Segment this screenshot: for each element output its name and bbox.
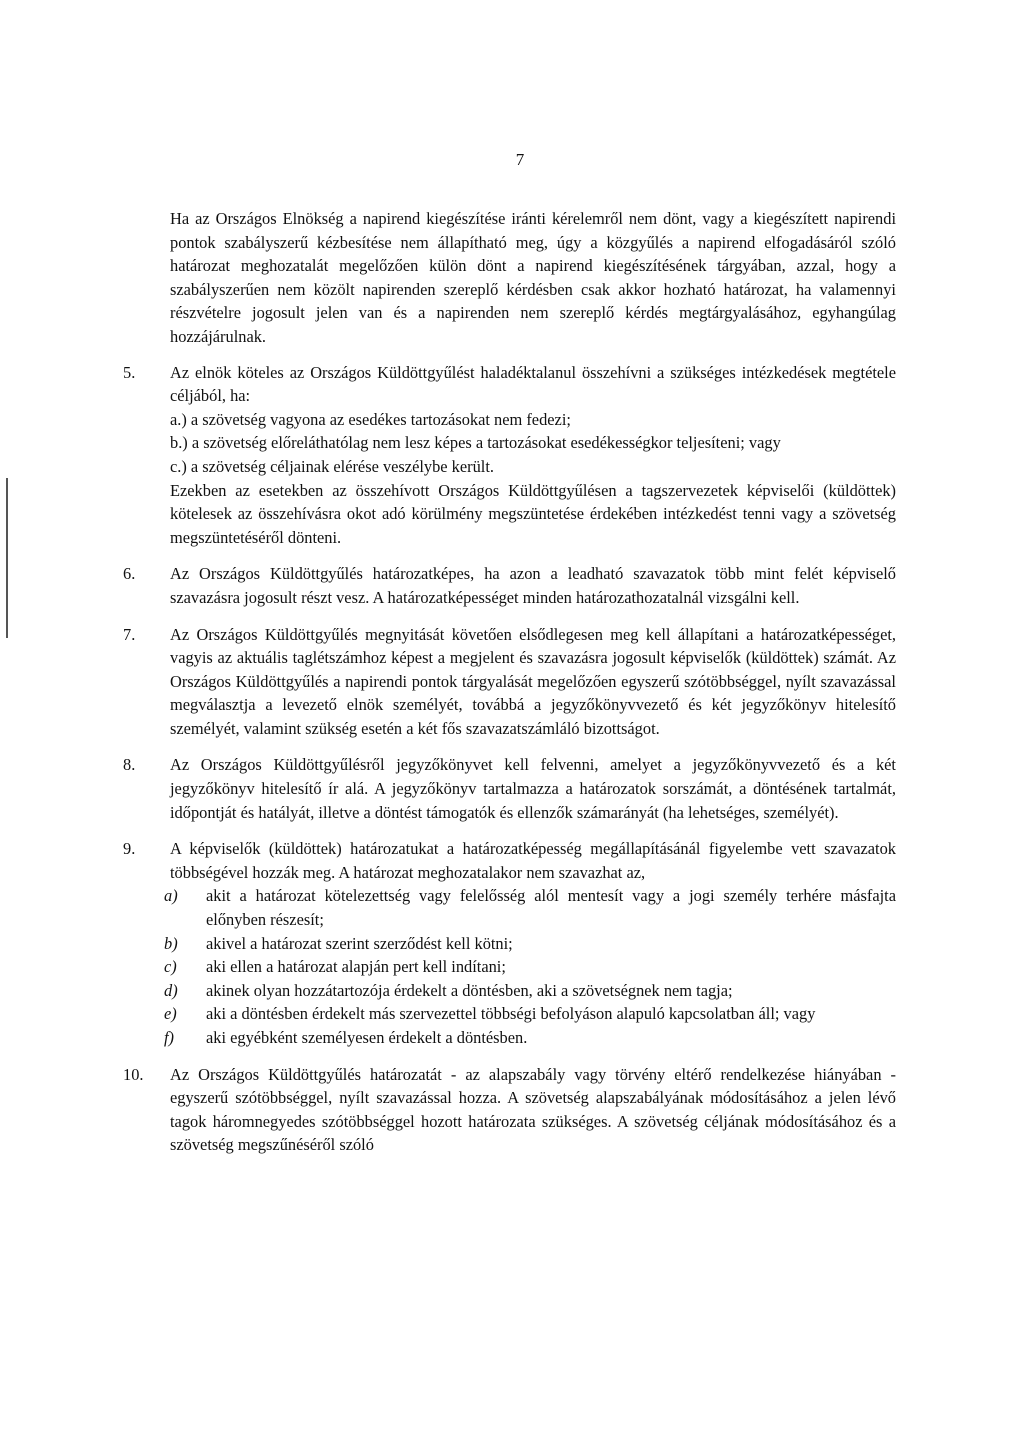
section-10-text: Az Országos Küldöttgyűlés határozatát - az alapszabály vagy törvény eltérő rendelkezése hiányában - egyszerű szótöbbséggel, nyílt szavazással hozza. A szövetség alapszabályának módosításához a jelen lévő tagok háromnegyedes szótöbbséggel hozott határozata szükséges. A szövetség céljának módosításához és a szövetség megszűnéséről szóló (170, 1064, 896, 1155)
section-5-tail: Ezekben az esetekben az összehívott Országos Küldöttgyűlésen a tagszervezetek képviselői (küldöttek) kötelesek az összehívásra okot adó körülmény megszüntetése érdekében intézkedést tenni vagy a szövetség megszüntetéséről dönteni. (170, 480, 896, 547)
section-9-list (164, 884, 896, 1049)
list-item-text: aki egyébként személyesen érdekelt a döntésben. (206, 1028, 528, 1047)
list-item-letter: c) (164, 957, 177, 977)
section-6 (0, 562, 896, 609)
list-item (164, 979, 896, 1003)
list-item-text: akit a határozat kötelezettség vagy felelősség alól mentesít vagy a jogi személy terhére másfajta előnyben részesít; (206, 886, 896, 930)
section-number: 6. (123, 564, 136, 584)
list-item-letter: d) (164, 980, 178, 1000)
list-item (164, 955, 896, 979)
list-item (164, 1026, 896, 1050)
list-item (164, 884, 896, 931)
list-item-letter: f) (164, 1028, 175, 1047)
section-6-text: Az Országos Küldöttgyűlés határozatképes, ha azon a leadható szavazatok több mint felét képviselő szavazásra jogosult részt vesz. A határozatképességet minden határozathozatalnál vizsgálni kell. (170, 564, 896, 607)
list-item-text: aki ellen a határozat alapján pert kell indítani; (206, 957, 506, 977)
section-9-lead: A képviselők (küldöttek) határozatukat a határozatképesség megállapításánál figyelembe vett szavazatok többségével hozzák meg. A határozat meghozatalakor nem szavazhat az, (170, 839, 896, 882)
section-5-item-c: c.) a szövetség céljainak elérése veszélybe került. (170, 456, 495, 476)
section-number: 5. (123, 362, 136, 382)
list-item (164, 932, 896, 956)
section-8 (0, 753, 896, 824)
list-item-letter: b) (164, 933, 178, 953)
list-item (164, 1002, 896, 1026)
section-5-item-b: b.) a szövetség előreláthatólag nem lesz képes a tartozásokat esedékességkor teljesíteni; vagy (170, 433, 781, 453)
section-5-lead: Az elnök köteles az Országos Küldöttgyűlést haladéktalanul összehívni a szükséges intézkedések megtétele céljából, ha: (170, 362, 896, 406)
section-number: 10. (123, 1064, 144, 1084)
section-number: 7. (123, 624, 136, 644)
list-item-text: aki a döntésben érdekelt más szervezettel többségi befolyáson alapuló kapcsolatban áll; vagy (206, 1004, 816, 1024)
section-number: 9. (123, 839, 136, 859)
section-7 (0, 623, 896, 741)
list-item-text: akivel a határozat szerint szerződést kell kötni; (206, 933, 513, 953)
section-5-item-a: a.) a szövetség vagyona az esedékes tartozásokat nem fedezi; (170, 409, 571, 429)
section-number: 8. (123, 755, 136, 775)
section-9 (0, 837, 896, 1049)
page-number: 7 (515, 150, 525, 169)
document-body (0, 207, 1024, 1157)
list-item-letter: e) (164, 1004, 177, 1024)
section-7-text: Az Országos Küldöttgyűlés megnyitását követően elsődlegesen meg kell állapítani a határozatképességet, vagyis az aktuális taglétszámhoz képest a megjelent és szavazásra jogosult képviselők (küldöttek) számát. Az Országos Küldöttgyűlés a napirendi pontok tárgyalását megelőzően egyszerű szótöbbséggel, nyílt szavazással megválasztja a levezető elnök személyét, továbbá a jegyzőkönyvvezető és két jegyzőkönyv hitelesítő személyét, valamint szükség esetén a két fős szavazatszámláló bizottságot. (170, 624, 896, 738)
section-10 (0, 1063, 896, 1157)
list-item-text: akinek olyan hozzátartozója érdekelt a döntésben, aki a szövetségnek nem tagja; (206, 980, 733, 1000)
list-item-letter: a) (164, 886, 178, 906)
section-8-text: Az Országos Küldöttgyűlésről jegyzőkönyvet kell felvenni, amelyet a jegyzőkönyvvezető és a két jegyzőkönyv hitelesítő ír alá. A jegyzőkönyv tartalmazza a határozatok sorszámát, a döntésének tartalmát, időpontját és hatályát, illetve a döntést támogatók és ellenzők számarányát (ha lehetséges, személyét). (170, 755, 896, 822)
intro-paragraph: Ha az Országos Elnökség a napirend kiegészítése iránti kérelemről nem dönt, vagy a kiegészített napirendi pontok szabályszerű kézbesítése nem állapítható meg, úgy a közgyűlés a napirend elfogadásáról szóló határozat meghozatalát megelőzően külön dönt a napirend kiegészítésének tárgyában, azzal, hogy a szabályszerűen nem közölt napirenden szereplő kérdésben csak akkor hozható határozat, ha valamennyi részvételre jogosult jelen van és a napirenden nem szereplő kérdés megtárgyalásához, egyhangúlag hozzájárulnak. (170, 209, 896, 346)
section-5 (0, 361, 896, 550)
